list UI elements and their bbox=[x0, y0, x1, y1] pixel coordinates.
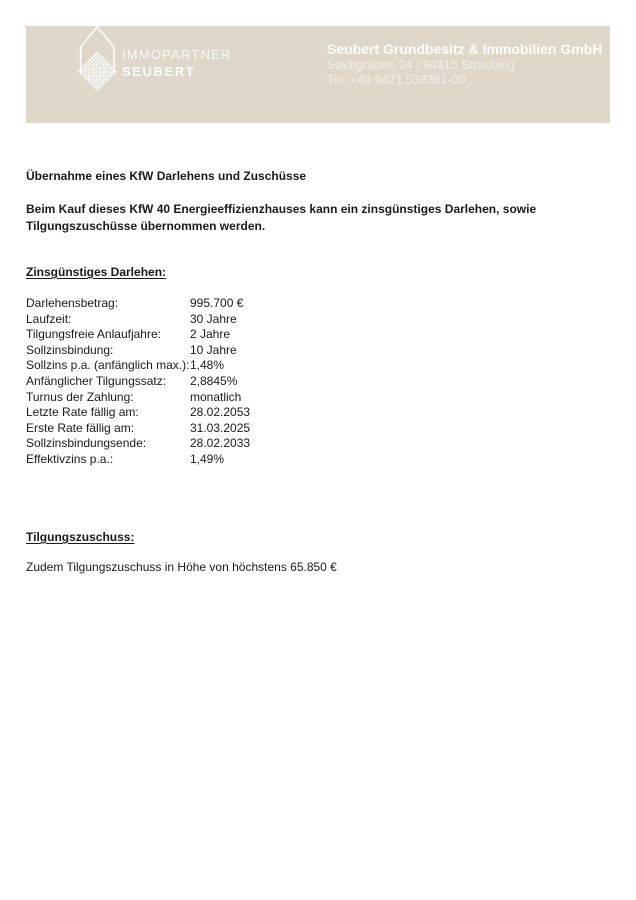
company-phone: Tel. +49 9421 533361-00 bbox=[327, 73, 466, 87]
row-value: monatlich bbox=[190, 389, 242, 404]
row-label: Darlehensbetrag: bbox=[26, 296, 119, 310]
logo-wordmark-line1: IMMOPARTNER bbox=[122, 47, 232, 62]
logo-wordmark-line2: SEUBERT bbox=[122, 64, 196, 79]
table-row bbox=[26, 343, 446, 359]
table-row bbox=[26, 452, 446, 468]
row-label: Anfänglicher Tilgungssatz: bbox=[26, 373, 167, 388]
logo-wordmark bbox=[122, 46, 232, 80]
header-banner bbox=[26, 26, 610, 123]
company-address: Stadtgraben 24 I 94315 Straubing bbox=[327, 58, 515, 72]
row-value: 30 Jahre bbox=[190, 311, 237, 326]
table-row bbox=[26, 390, 446, 406]
row-value: 2,8845% bbox=[190, 373, 238, 388]
intro-paragraph: Beim Kauf dieses KfW 40 Energieeffizienzhauses kann ein zinsgünstiges Darlehen, sowie Tilgungszuschüsse übernommen werden. bbox=[26, 202, 537, 233]
row-label: Sollzins p.a. (anfänglich max.): bbox=[26, 358, 190, 373]
loan-section-heading: Zinsgünstiges Darlehen: bbox=[26, 265, 167, 279]
row-value: 2 Jahre bbox=[190, 327, 231, 342]
table-row bbox=[26, 421, 446, 437]
document-title: Übernahme eines KfW Darlehens und Zuschüsse bbox=[26, 169, 307, 183]
loan-details-table bbox=[26, 296, 446, 468]
row-label: Erste Rate fällig am: bbox=[26, 420, 135, 435]
row-label: Sollzinsbindungsende: bbox=[26, 436, 147, 451]
row-value: 1,49% bbox=[190, 451, 225, 466]
table-row bbox=[26, 296, 446, 312]
company-name: Seubert Grundbesitz & Immobilien GmbH bbox=[327, 41, 603, 57]
subsidy-section-heading: Tilgungszuschuss: bbox=[26, 530, 135, 544]
row-label: Effektivzins p.a.: bbox=[26, 451, 114, 466]
row-label: Turnus der Zahlung: bbox=[26, 389, 134, 404]
subsidy-text: Zudem Tilgungszuschuss in Höhe von höchstens 65.850 € bbox=[26, 560, 337, 574]
row-value: 28.02.2033 bbox=[190, 436, 251, 451]
table-row bbox=[26, 312, 446, 328]
row-label: Letzte Rate fällig am: bbox=[26, 405, 139, 420]
row-value: 31.03.2025 bbox=[190, 420, 251, 435]
table-row bbox=[26, 327, 446, 343]
house-hatch-icon bbox=[76, 26, 120, 96]
table-row bbox=[26, 405, 446, 421]
table-row bbox=[26, 374, 446, 390]
table-row bbox=[26, 436, 446, 452]
row-label: Sollzinsbindung: bbox=[26, 342, 114, 357]
row-label: Laufzeit: bbox=[26, 311, 72, 326]
row-value: 10 Jahre bbox=[190, 342, 237, 357]
row-value: 28.02.2053 bbox=[190, 405, 251, 420]
company-info-block bbox=[327, 41, 602, 88]
row-value: 1,48% bbox=[190, 358, 225, 373]
company-logo bbox=[76, 26, 120, 101]
row-label: Tilgungsfreie Anlaufjahre: bbox=[26, 327, 161, 342]
row-value: 995.700 € bbox=[190, 296, 244, 310]
table-row bbox=[26, 358, 446, 374]
